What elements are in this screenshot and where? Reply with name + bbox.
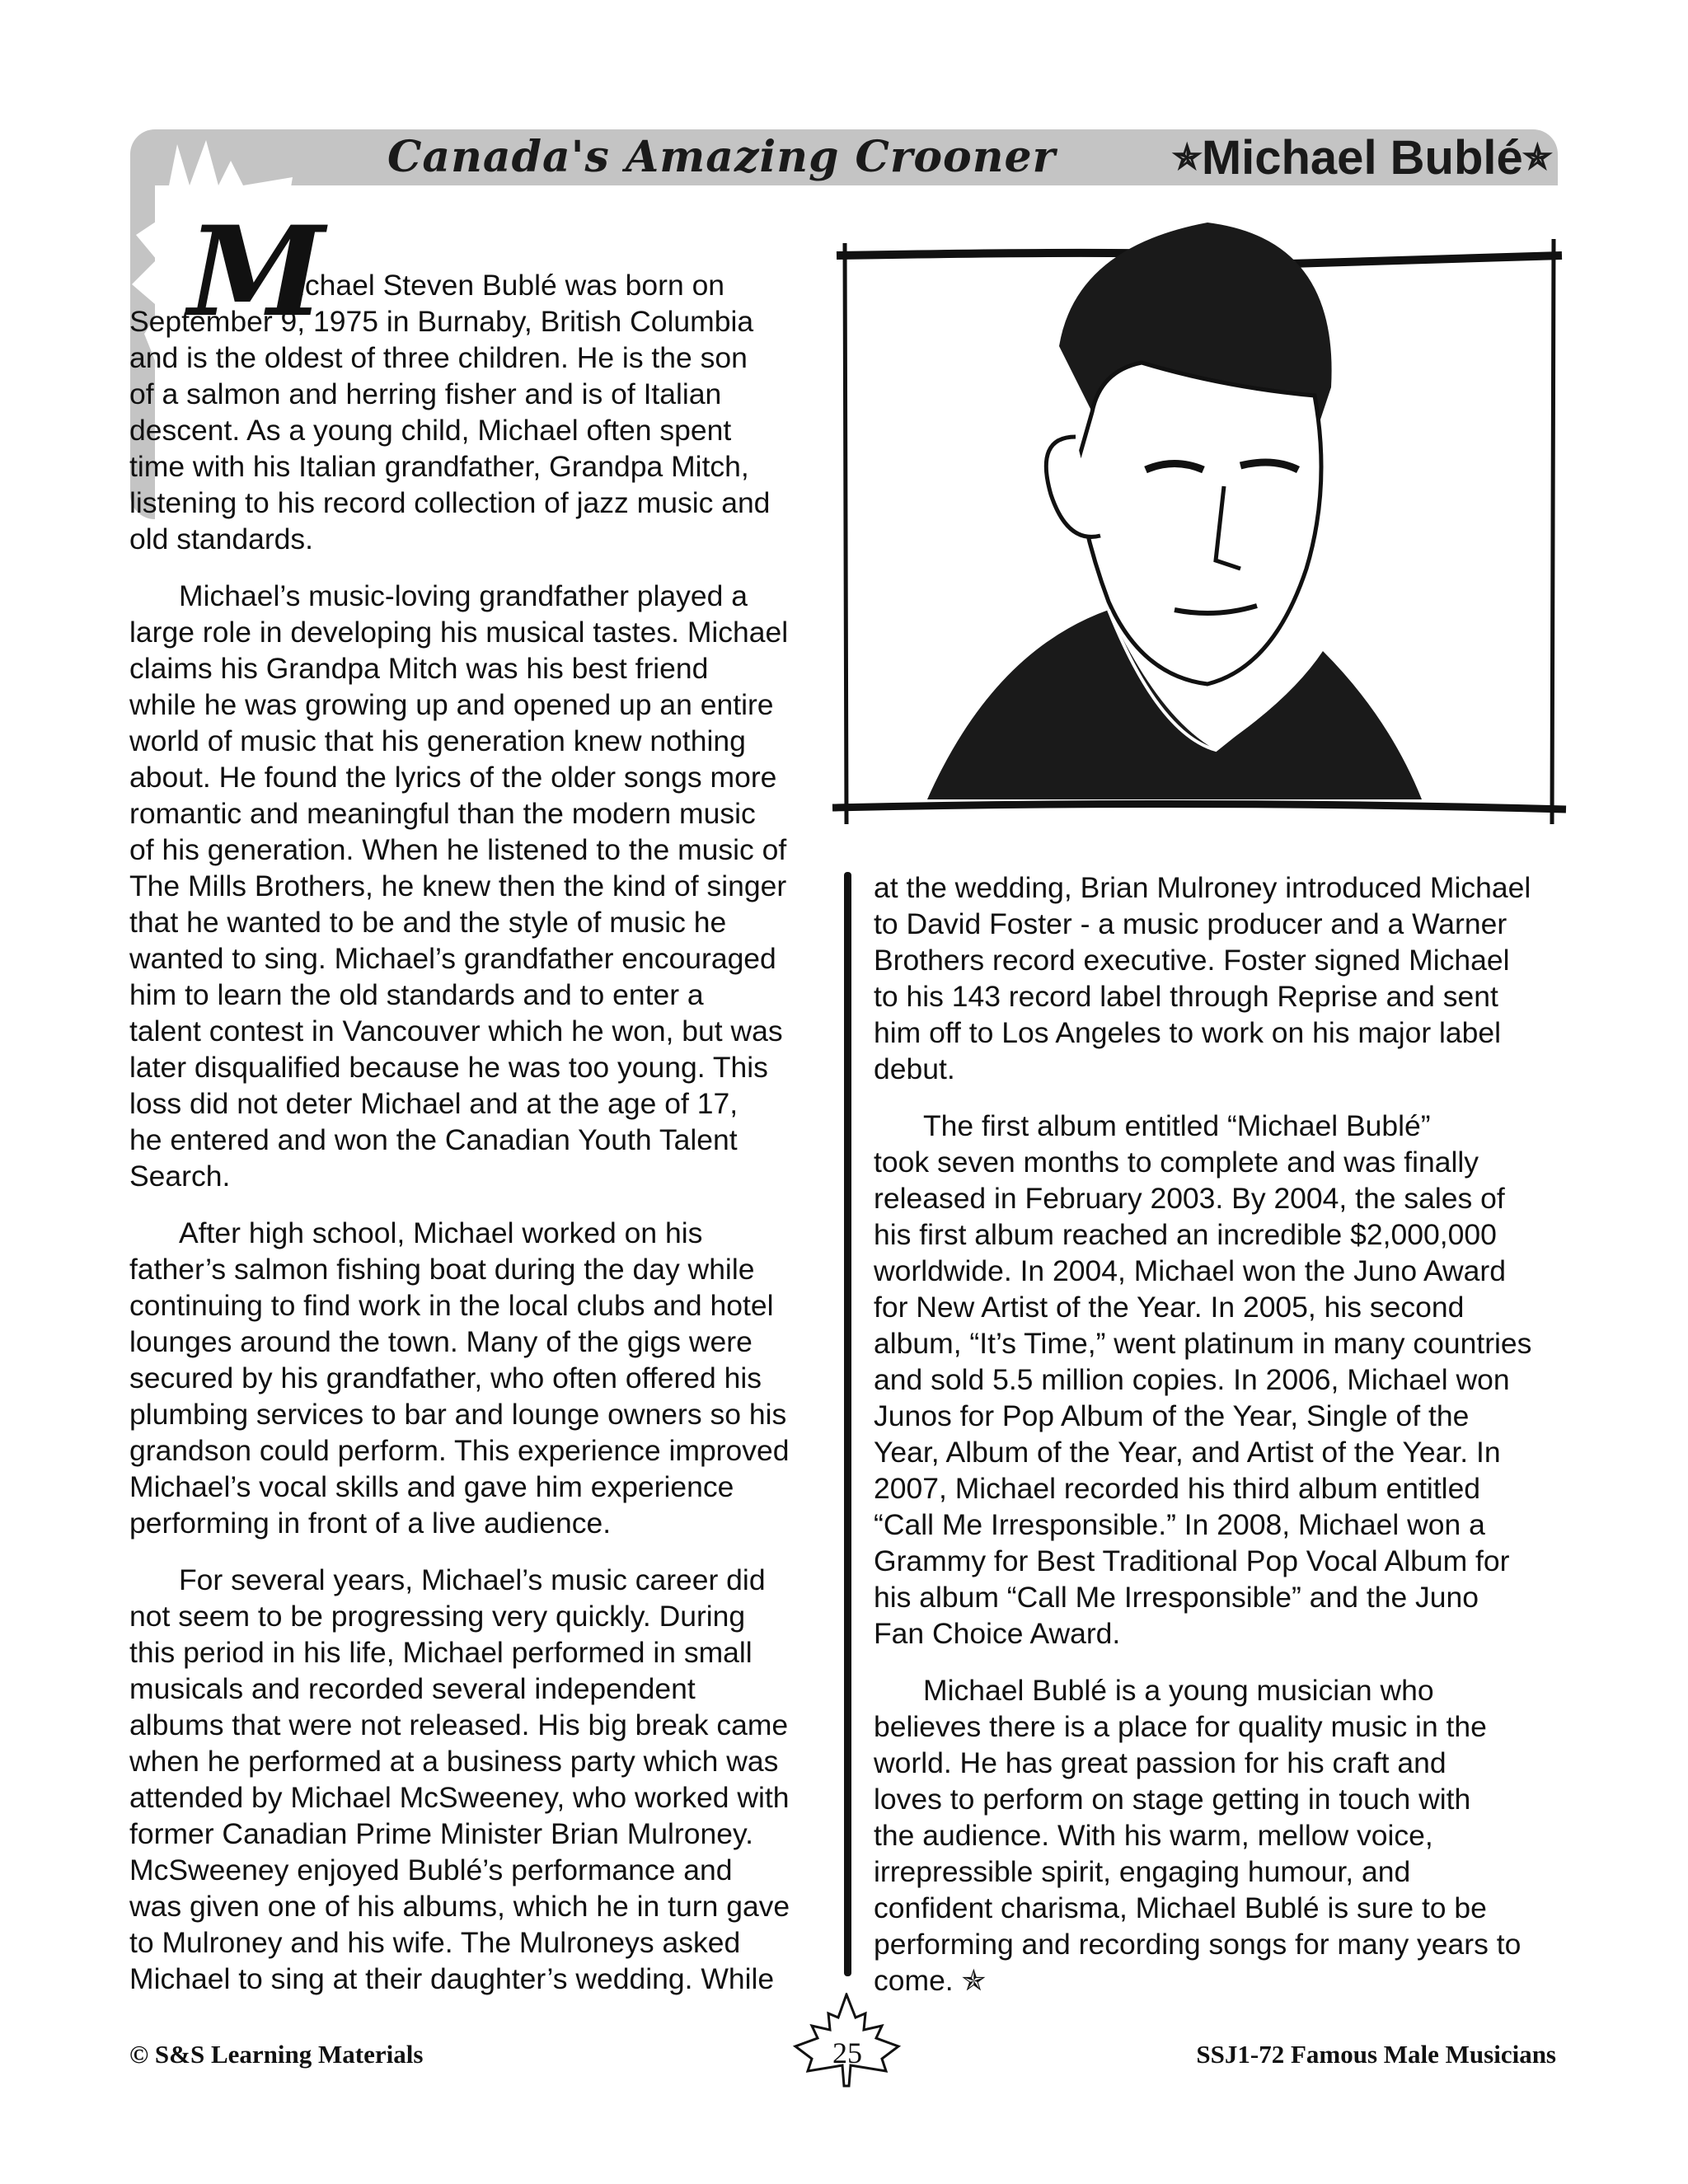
- text-line: Michael’s music-loving grandfather played a: [179, 579, 748, 612]
- title-text: Michael Bublé: [1201, 131, 1523, 185]
- text-line: Grammy for Best Traditional Pop Vocal Album for: [874, 1544, 1510, 1577]
- text-line: Michael’s vocal skills and gave him experience: [129, 1470, 734, 1503]
- page-subtitle: Canada's Amazing Crooner: [387, 132, 1056, 182]
- text-line: plumbing services to bar and lounge owners so his: [129, 1398, 787, 1431]
- paragraph: [874, 869, 1531, 1087]
- text-line: Search.: [129, 1160, 231, 1193]
- text-line: musicals and recorded several independent: [129, 1672, 696, 1705]
- text-line: at the wedding, Brian Mulroney introduced Michael: [874, 871, 1531, 904]
- text-line: descent. As a young child, Michael often spent: [129, 414, 732, 447]
- text-line: McSweeney enjoyed Bublé’s performance and: [129, 1854, 733, 1886]
- text-line: released in February 2003. By 2004, the sales of: [874, 1182, 1505, 1215]
- paragraph: [129, 267, 790, 557]
- text-line: performing and recording songs for many years to: [874, 1928, 1522, 1961]
- text-line: was given one of his albums, which he in turn gave: [129, 1890, 790, 1923]
- text-line: loss did not deter Michael and at the age of 17,: [129, 1087, 738, 1120]
- text-line: of a salmon and herring fisher and is of Italian: [129, 377, 722, 410]
- text-line: September 9, 1975 in Burnaby, British Columbia: [129, 305, 754, 338]
- text-line: when he performed at a business party which was: [129, 1745, 779, 1778]
- text-line: took seven months to complete and was finally: [874, 1146, 1479, 1179]
- text-line: him off to Los Angeles to work on his major label: [874, 1016, 1502, 1049]
- text-line: worldwide. In 2004, Michael won the Juno Award: [874, 1254, 1506, 1287]
- text-line: old standards.: [129, 523, 314, 555]
- text-line: Year, Album of the Year, and Artist of the Year. In: [874, 1436, 1501, 1469]
- text-line: of his generation. When he listened to the music of: [129, 833, 787, 866]
- text-line: to his 143 record label through Reprise and sent: [874, 980, 1498, 1013]
- book-title: SSJ1-72 Famous Male Musicians: [1196, 2040, 1556, 2069]
- text-line: 2007, Michael recorded his third album entitled: [874, 1472, 1481, 1505]
- text-line: not seem to be progressing very quickly. During: [129, 1600, 746, 1633]
- text-line: The first album entitled “Michael Bublé”: [923, 1109, 1431, 1142]
- text-line: world. He has great passion for his craft and: [874, 1746, 1447, 1779]
- paragraph-gap: [874, 1087, 1531, 1108]
- text-line: After high school, Michael worked on his: [179, 1216, 703, 1249]
- text-line: time with his Italian grandfather, Grandpa Mitch,: [129, 450, 749, 483]
- text-line: Fan Choice Award.: [874, 1617, 1121, 1650]
- text-line: come. ✯: [874, 1964, 987, 1997]
- paragraph-gap: [129, 1541, 790, 1562]
- column-divider: [844, 872, 851, 1976]
- right-column: [874, 869, 1531, 1999]
- text-line: his album “Call Me Irresponsible” and the Juno: [874, 1581, 1479, 1614]
- paragraph-gap: [874, 1652, 1531, 1672]
- text-line: large role in developing his musical tastes. Michael: [129, 616, 789, 649]
- text-line: his first album reached an incredible $2,000,000: [874, 1218, 1497, 1251]
- text-line: this period in his life, Michael performed in small: [129, 1636, 753, 1669]
- text-line: ichael Steven Bublé was born on: [298, 269, 725, 302]
- text-line: him to learn the old standards and to enter a: [129, 978, 704, 1011]
- text-line: former Canadian Prime Minister Brian Mulroney.: [129, 1817, 753, 1850]
- paragraph: [129, 1215, 790, 1541]
- text-line: Brothers record executive. Foster signed Michael: [874, 944, 1510, 977]
- text-line: while he was growing up and opened up an entire: [129, 688, 774, 721]
- text-line: and is the oldest of three children. He is the son: [129, 341, 748, 374]
- paragraph-gap: [129, 1194, 790, 1215]
- paragraph: [129, 1562, 790, 1997]
- text-line: father’s salmon fishing boat during the day while: [129, 1253, 755, 1286]
- paragraph-gap: [129, 557, 790, 578]
- text-line: For several years, Michael’s music career did: [179, 1563, 766, 1596]
- text-line: to Mulroney and his wife. The Mulroneys asked: [129, 1926, 741, 1959]
- copyright-text: © S&S Learning Materials: [129, 2040, 424, 2069]
- text-line: wanted to sing. Michael’s grandfather encouraged: [129, 942, 776, 975]
- text-line: later disqualified because he was too young. This: [129, 1051, 768, 1084]
- text-line: loves to perform on stage getting in touch with: [874, 1783, 1471, 1816]
- text-line: grandson could perform. This experience improved: [129, 1434, 790, 1467]
- text-line: performing in front of a live audience.: [129, 1507, 612, 1540]
- text-line: continuing to find work in the local clubs and hotel: [129, 1289, 774, 1322]
- text-line: about. He found the lyrics of the older songs more: [129, 761, 777, 794]
- star-icon: ✯: [1172, 138, 1202, 176]
- text-line: albums that were not released. His big break came: [129, 1708, 789, 1741]
- text-line: romantic and meaningful than the modern music: [129, 797, 756, 830]
- text-line: that he wanted to be and the style of music he: [129, 906, 727, 939]
- text-line: believes there is a place for quality music in the: [874, 1710, 1487, 1743]
- text-line: the audience. With his warm, mellow voice,: [874, 1819, 1433, 1852]
- text-line: secured by his grandfather, who often offered his: [129, 1361, 762, 1394]
- text-line: Junos for Pop Album of the Year, Single of the: [874, 1399, 1470, 1432]
- text-line: debut.: [874, 1052, 955, 1085]
- text-line: Michael Bublé is a young musician who: [923, 1674, 1434, 1707]
- page-title: [1173, 130, 1552, 185]
- paragraph: [129, 578, 790, 1194]
- text-line: he entered and won the Canadian Youth Talent: [129, 1123, 738, 1156]
- text-line: confident charisma, Michael Bublé is sure to be: [874, 1891, 1487, 1924]
- left-column: [129, 267, 790, 1997]
- text-line: The Mills Brothers, he knew then the kind of singer: [129, 869, 787, 902]
- text-line: and sold 5.5 million copies. In 2006, Michael won: [874, 1363, 1510, 1396]
- portrait-illustration: [828, 223, 1570, 832]
- text-line: lounges around the town. Many of the gigs were: [129, 1325, 753, 1358]
- text-line: Michael to sing at their daughter’s wedding. While: [129, 1962, 775, 1995]
- star-icon: ✯: [1522, 138, 1552, 176]
- text-line: album, “It’s Time,” went platinum in many countries: [874, 1327, 1532, 1360]
- drop-cap: M: [188, 199, 326, 344]
- paragraph: [874, 1672, 1531, 1999]
- text-line: to David Foster - a music producer and a Warner: [874, 907, 1507, 940]
- text-line: talent contest in Vancouver which he won, but was: [129, 1015, 783, 1047]
- text-line: “Call Me Irresponsible.” In 2008, Michael won a: [874, 1508, 1485, 1541]
- page-number: 25: [832, 2036, 862, 2069]
- paragraph: [874, 1108, 1531, 1652]
- text-line: for New Artist of the Year. In 2005, his second: [874, 1291, 1465, 1324]
- text-line: world of music that his generation knew nothing: [129, 724, 746, 757]
- text-line: claims his Grandpa Mitch was his best friend: [129, 652, 709, 685]
- text-line: irrepressible spirit, engaging humour, and: [874, 1855, 1411, 1888]
- text-line: listening to his record collection of jazz music and: [129, 486, 771, 519]
- text-line: attended by Michael McSweeney, who worked with: [129, 1781, 790, 1814]
